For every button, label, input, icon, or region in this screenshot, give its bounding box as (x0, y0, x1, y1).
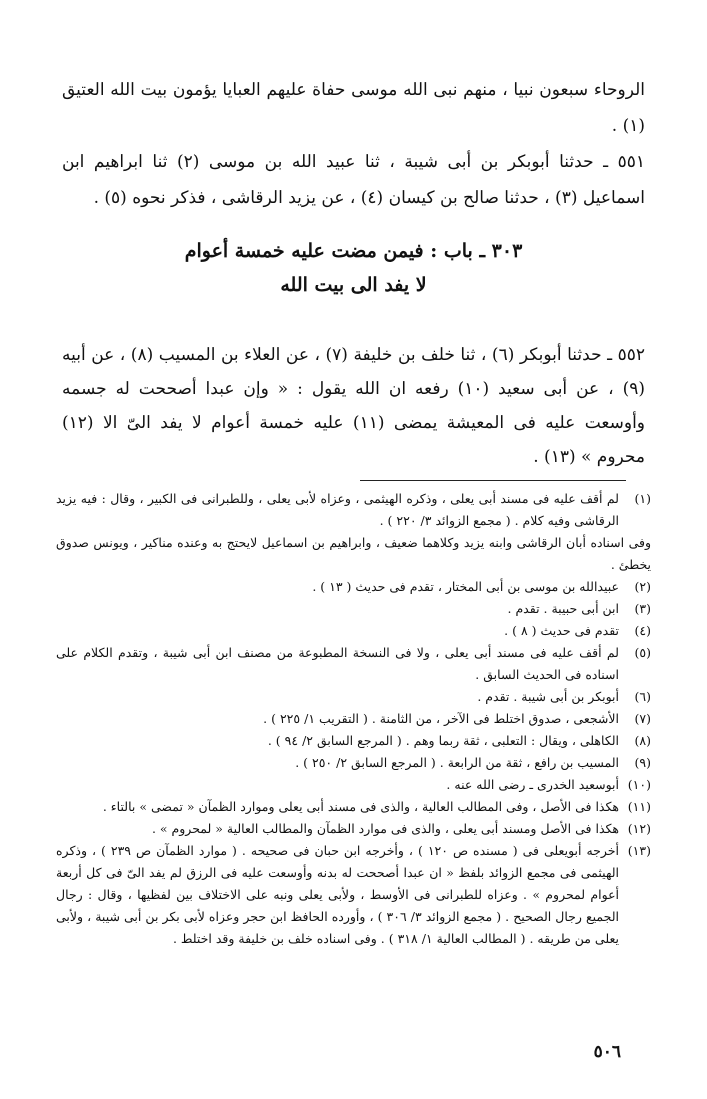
footnote-number: (١٢) (627, 821, 651, 836)
hadith-552: ٥٥٢ ـ حدثنا أبوبكر (٦) ، ثنا خلف بن خليفة (٧) ، عن العلاء بن المسيب (٨) ، عن أبيه (٩) ، عن أبى سعيد (١٠) رفعه ان الله يقول : « وإن عبدا أصححت له جسمه وأوسعت عليه فى المعيشة يمضى (١١) عليه خمسة أعوام لا يفد الىّ الا (١٢) محروم » (١٣) . (62, 345, 645, 467)
footnote-number: (٢) (634, 579, 651, 594)
footnote-text: عبيدالله بن موسى بن أبى المختار ، تقدم فى حديث ( ١٣ ) . (312, 579, 619, 594)
footnote (56, 818, 651, 840)
footnote (56, 774, 651, 796)
footnote-number: (٩) (634, 755, 651, 770)
chapter-heading-line-2: لا يفد الى بيت الله (280, 274, 427, 296)
footnote-text: هكذا فى الأصل ، وفى المطالب العالية ، والذى فى مسند أبى يعلى وموارد الظمآن « تمضى » بالتاء . (102, 799, 619, 814)
text-line-continuation: الروحاء سبعون نبيا ، منهم نبى الله موسى حفاة عليهم العبايا يؤمون بيت الله العتيق (١) . (62, 80, 645, 136)
footnote-text: تقدم فى حديث ( ٨ ) . (504, 623, 619, 638)
footnote-separator (360, 480, 626, 481)
footnote-text: وفى اسناده أبان الرقاشى وابنه يزيد وكلاهما ضعيف ، وابراهيم بن اسماعيل لايحتج به وعنده مناكير ، ويونس صدوق يخطئ . (56, 535, 651, 572)
hadith-551: ٥٥١ ـ حدثنا أبوبكر بن أبى شيبة ، ثنا عبيد الله بن موسى (٢) ثنا ابراهيم ابن اسماعيل (٣) ، حدثنا صالح بن كيسان (٤) ، عن يزيد الرقاشى ، فذكر نحوه (٥) . (62, 152, 645, 208)
footnote-text: أخرجه أبويعلى فى ( مسنده ص ١٢٠ ) ، وأخرجه ابن حبان فى صحيحه . ( موارد الظمآن ص ٢٣٩ ) ، وذكره الهيثمى فى مجمع الزوائد بلفظ « ان عبدا أصححت له بدنه وأوسعت عليه فى الرزق لم يفد الىّ فى كل أربعة أعوام لمحروم » . وعزاه للطبرانى فى الأوسط ، ولأبى يعلى ونبه على الاختلاف بين لفظيها ، وقال : رجال الجميع رجال الصحيح . ( مجمع الزوائد ٣/ ٣٠٦ ) ، وأورده الحافظ ابن حجر وعزاه لأبى بكر بن أبى شيبة ، ولأبى يعلى من طريقه . ( المطالب العالية ١/ ٣١٨ ) . وفى اسناده خلف بن خليفة وقد اختلط . (56, 843, 620, 946)
footnote (56, 840, 651, 950)
footnote (56, 730, 651, 752)
footnote (56, 620, 651, 642)
footnote-number: (١٠) (627, 777, 651, 792)
footnote-number: (١) (634, 491, 651, 506)
footnote (56, 576, 651, 598)
footnote (56, 708, 651, 730)
main-text (62, 72, 645, 216)
footnote (56, 796, 651, 818)
footnote-number: (٧) (634, 711, 651, 726)
footnote-number: (١١) (627, 799, 651, 814)
footnote-text: أبوسعيد الخدرى ـ رضى الله عنه . (446, 777, 619, 792)
footnote-text: لم أقف عليه فى مسند أبى يعلى ، وذكره الهيثمى ، وعزاه لأبى يعلى ، وللطبرانى فى الكبير ، وقال : فيه يزيد الرقاشى وفيه كلام . ( مجمع الزوائد ٣/ ٢٢٠ ) . (56, 491, 619, 528)
footnote-text: الكاهلى ، ويقال : التعلبى ، ثقة ربما وهم . ( المرجع السابق ٢/ ٩٤ ) . (267, 733, 619, 748)
footnote (56, 642, 651, 686)
page-number: ٥٠٦ (593, 1042, 621, 1062)
footnote-number: (١٣) (627, 843, 651, 858)
footnote-text: ابن أبى حبيبة . تقدم . (507, 601, 619, 616)
footnote (56, 686, 651, 708)
footnote-number: (٤) (634, 623, 651, 638)
footnote (56, 488, 651, 532)
footnote (56, 752, 651, 774)
footnote-number: (٦) (634, 689, 651, 704)
footnote-continuation (56, 532, 651, 576)
footnote-text: أبوبكر بن أبى شيبة . تقدم . (477, 689, 619, 704)
footnote-text: المسيب بن رافع ، ثقة من الرابعة . ( المرجع السابق ٢/ ٢٥٠ ) . (295, 755, 619, 770)
chapter-heading-line-1: ٣٠٣ ـ باب : فيمن مضت عليه خمسة أعوام (184, 240, 523, 262)
footnote-text: الأشجعى ، صدوق اختلط فى الآخر ، من الثامنة . ( التقريب ١/ ٢٢٥ ) . (263, 711, 619, 726)
footnotes (56, 488, 651, 950)
footnote-number: (٥) (634, 645, 651, 660)
footnote-text: هكذا فى الأصل ومسند أبى يعلى ، والذى فى موارد الظمآن والمطالب العالية « لمحروم » . (151, 821, 619, 836)
footnote (56, 598, 651, 620)
footnote-number: (٨) (634, 733, 651, 748)
footnote-text: لم أقف عليه فى مسند أبى يعلى ، ولا فى النسخة المطبوعة من مصنف ابن أبى شيبة ، وتقدم الكلام على اسناده فى الحديث السابق . (56, 645, 619, 682)
chapter-heading (62, 234, 645, 302)
footnote-number: (٣) (634, 601, 651, 616)
